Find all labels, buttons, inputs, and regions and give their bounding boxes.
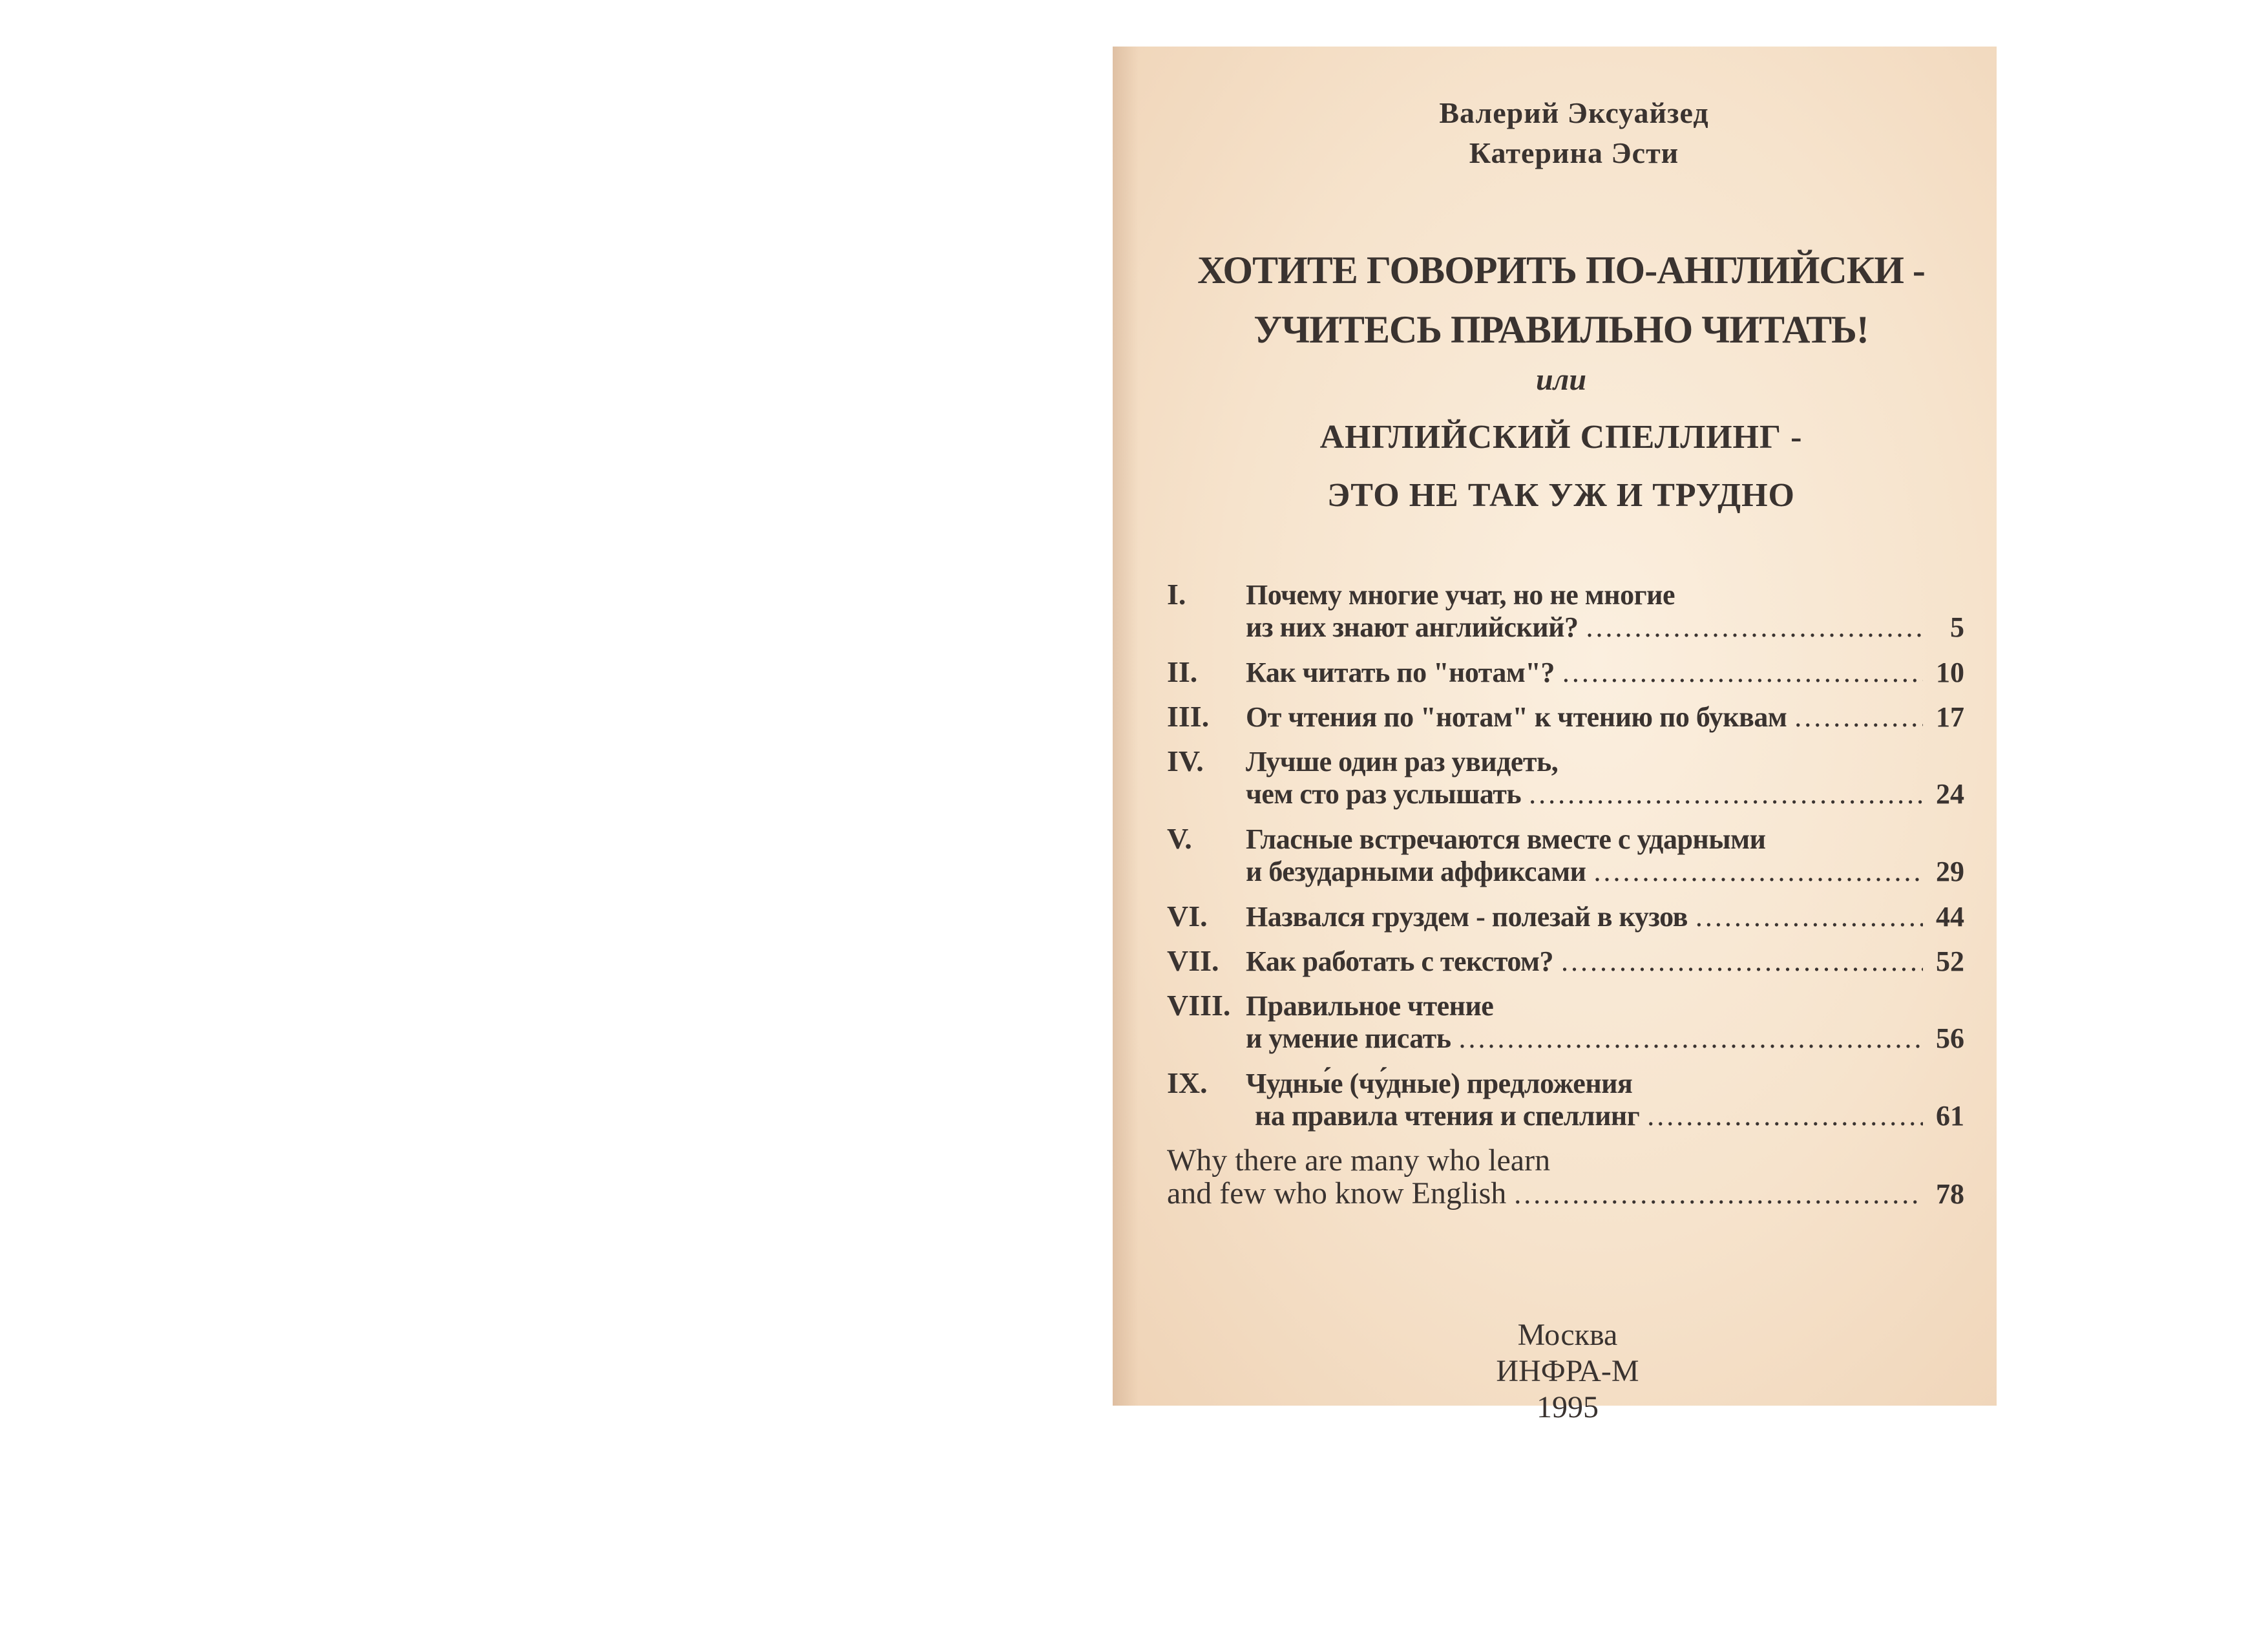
- dot-leader: [1459, 1022, 1923, 1055]
- chapter-title: Why there are many who learn: [1167, 1143, 1551, 1178]
- chapter-title: и безударными аффиксами: [1246, 856, 1586, 887]
- page-number: 78: [1936, 1178, 1964, 1210]
- dot-leader: [1561, 945, 1923, 978]
- chapter-title: из них знают английский?: [1246, 611, 1579, 643]
- page-number: 56: [1936, 1022, 1964, 1054]
- publisher-imprint: [1139, 1317, 1997, 1426]
- toc-entry: [1167, 989, 1964, 1055]
- chapter-number: III.: [1167, 700, 1210, 733]
- authors: [1113, 93, 1997, 173]
- page-number: 29: [1936, 856, 1964, 887]
- toc-entry: [1167, 1066, 1964, 1132]
- page-number: 24: [1936, 778, 1964, 810]
- page-number: 17: [1936, 701, 1964, 733]
- chapter-number: V.: [1167, 822, 1192, 855]
- chapter-title: на правила чтения и спеллинг: [1255, 1100, 1640, 1132]
- toc-entry: [1167, 700, 1964, 733]
- book-page: [1113, 47, 1997, 1424]
- chapter-title: Назвался груздем - полезай в кузов: [1246, 901, 1688, 933]
- chapter-number: I.: [1167, 578, 1186, 611]
- toc-entry: [1167, 578, 1964, 644]
- chapter-title: Лучше один раз увидеть,: [1246, 746, 1559, 777]
- dot-leader: [1562, 656, 1923, 689]
- chapter-number: VII.: [1167, 944, 1219, 977]
- author-name: Валерий Эксуайзед: [1439, 96, 1709, 129]
- toc-entry: [1167, 944, 1964, 977]
- dot-leader: [1647, 1099, 1923, 1132]
- chapter-title: и умение писать: [1246, 1022, 1451, 1054]
- page-number: 52: [1936, 945, 1964, 977]
- dot-leader: [1794, 701, 1923, 734]
- dot-leader: [1514, 1178, 1923, 1210]
- chapter-title: Как работать с текстом?: [1246, 945, 1554, 977]
- toc-entry: [1167, 1144, 1964, 1210]
- author-name: Катерина Эсти: [1469, 136, 1679, 169]
- table-of-contents: [1167, 578, 1964, 1221]
- dot-leader: [1593, 855, 1923, 888]
- chapter-title: Почему многие учат, но не многие: [1246, 579, 1675, 611]
- title-line: ХОТИТЕ ГОВОРИТЬ ПО-АНГЛИЙСКИ -: [1197, 249, 1925, 291]
- chapter-title: Как читать по "нотам"?: [1246, 657, 1555, 688]
- book-subtitle: [1151, 408, 1971, 525]
- dot-leader: [1586, 611, 1924, 644]
- chapter-number: IX.: [1167, 1066, 1208, 1099]
- chapter-title: От чтения по "нотам" к чтению по буквам: [1246, 701, 1787, 733]
- publisher-name: ИНФРА-М: [1496, 1354, 1639, 1388]
- title-line: УЧИТЕСЬ ПРАВИЛЬНО ЧИТАТЬ!: [1254, 308, 1869, 351]
- page-number: 10: [1936, 657, 1964, 688]
- publication-city: Москва: [1517, 1318, 1618, 1352]
- subtitle-line: ЭТО НЕ ТАК УЖ И ТРУДНО: [1327, 477, 1795, 514]
- page-number: 5: [1950, 611, 1964, 643]
- chapter-title: Чудны́е (чу́дные) предложения: [1246, 1068, 1633, 1099]
- chapter-title: Гласные встречаются вместе с ударными: [1246, 823, 1766, 855]
- chapter-number: IV.: [1167, 745, 1204, 777]
- toc-entry: [1167, 655, 1964, 688]
- chapter-number: VI.: [1167, 900, 1208, 933]
- chapter-number: II.: [1167, 655, 1198, 688]
- publication-year: 1995: [1537, 1390, 1599, 1424]
- toc-entry: [1167, 900, 1964, 933]
- book-title: [1151, 240, 1971, 359]
- chapter-title: Правильное чтение: [1246, 990, 1494, 1022]
- chapter-title: чем сто раз услышать: [1246, 778, 1522, 810]
- title-connector: или: [1535, 363, 1587, 397]
- chapter-title: and few who know English: [1167, 1176, 1507, 1210]
- toc-entry: [1167, 822, 1964, 888]
- toc-entry: [1167, 745, 1964, 810]
- dot-leader: [1696, 900, 1923, 933]
- page-number: 44: [1936, 901, 1964, 933]
- subtitle-line: АНГЛИЙСКИЙ СПЕЛЛИНГ -: [1319, 419, 1803, 456]
- page-number: 61: [1936, 1100, 1964, 1132]
- chapter-number: VIII.: [1167, 989, 1231, 1022]
- dot-leader: [1529, 777, 1923, 810]
